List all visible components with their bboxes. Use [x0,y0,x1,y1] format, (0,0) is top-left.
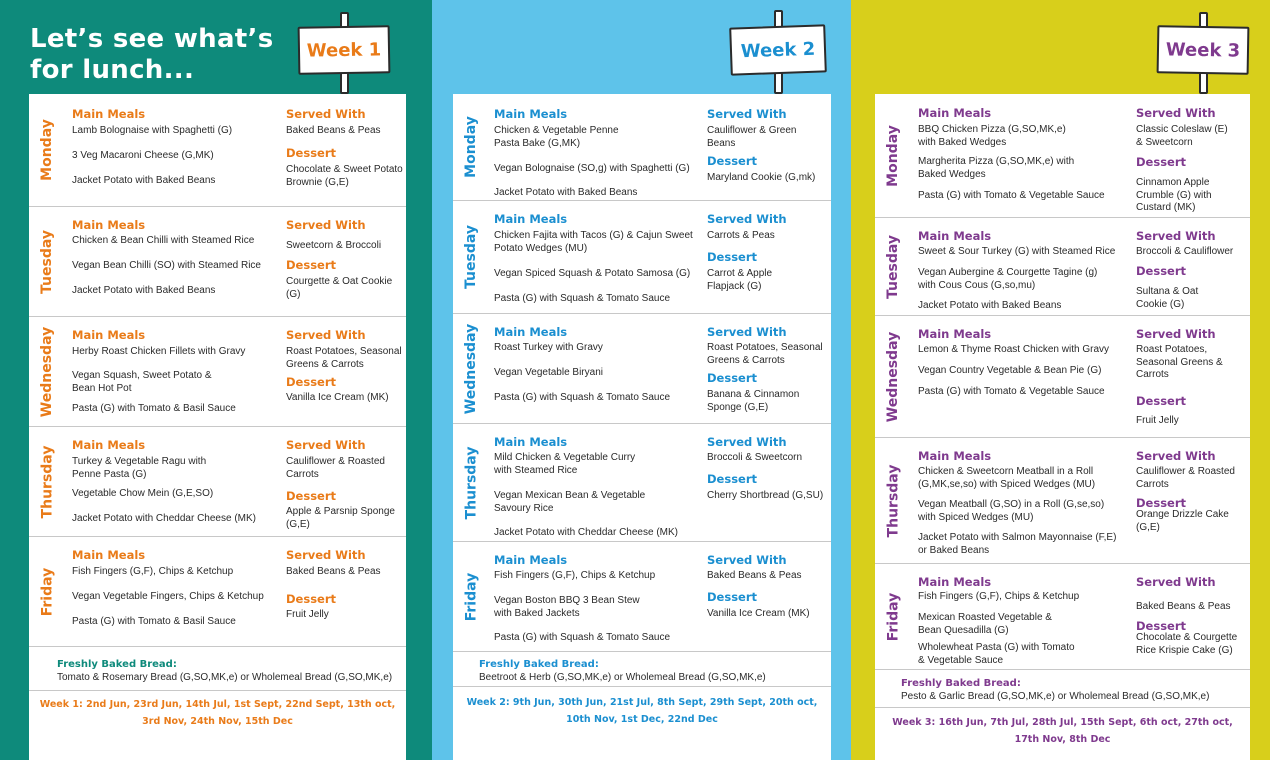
dessert-text: Carrot & Apple Flapjack (G) [707,268,773,292]
meal-item: Vegan Mexican Bean & Vegetable Savoury Rice [494,490,646,514]
meal-item: Vegetable Chow Mein (G,E,SO) [72,488,214,499]
week-1-dates [39,696,396,730]
meal-item: Jacket Potato with Cheddar Cheese (MK) [494,527,678,538]
served-with-heading: Served With [286,328,366,342]
main-meals-heading: Main Meals [72,107,146,121]
bread-heading: Freshly Baked Bread: [479,659,599,670]
meal-item: Chicken Fajita with Tacos (G) & Cajun Sweet Potato Wedges (MU) [494,230,693,254]
day-name: Thursday [463,446,480,519]
dessert-text: Apple & Parsnip Sponge (G,E) [286,506,395,530]
week-2-monday [453,94,831,201]
served-with-heading: Served With [707,107,787,121]
main-meals-heading: Main Meals [72,218,146,232]
divider [875,707,1250,708]
week-3-tuesday [875,218,1250,316]
meal-item: Lamb Bolognaise with Spaghetti (G) [72,125,233,136]
week-3-wednesday [875,316,1250,438]
meal-item: Jacket Potato with Cheddar Cheese (MK) [72,513,256,524]
meal-item: Herby Roast Chicken Fillets with Gravy [72,346,246,357]
meal-item: Pasta (G) with Tomato & Vegetable Sauce [918,190,1105,201]
week-1-friday [29,537,406,647]
main-meals-heading: Main Meals [72,328,146,342]
main-meals-heading: Main Meals [918,575,992,589]
week-1-sign [298,12,390,94]
served-with-text: Cauliflower & Green Beans [707,125,797,149]
day-name: Wednesday [463,323,480,414]
dates-line: Week 2: 9th Jun, 30th Jun, 21st Jul, 8th Sept, 29th Sept, 20th oct, [466,697,818,708]
served-with-heading: Served With [707,325,787,339]
served-with-heading: Served With [286,548,366,562]
meal-item: Jacket Potato with Baked Beans [918,300,1062,311]
bread-text: Pesto & Garlic Bread (G,SO,MK,e) or Wholemeal Bread (G,SO,MK,e) [901,691,1210,702]
week-3-panel [851,0,1270,760]
main-meals-heading: Main Meals [494,212,568,226]
week-3-title: Week 3 [1157,25,1250,75]
page-headline [30,24,300,86]
week-1-tuesday [29,207,406,317]
meal-item: Mexican Roasted Vegetable & Bean Quesadilla (G) [918,612,1052,636]
week-1-wednesday [29,317,406,427]
week-1-title: Week 1 [298,25,391,75]
meal-item: Pasta (G) with Tomato & Basil Sauce [72,616,236,627]
meal-item: Sweet & Sour Turkey (G) with Steamed Rice [918,246,1116,257]
dessert-heading: Dessert [286,146,337,160]
divider [453,686,831,687]
meal-item: Vegan Boston BBQ 3 Bean Stew with Baked Jackets [494,595,640,619]
main-meals-heading: Main Meals [72,438,146,452]
dessert-heading: Dessert [286,258,337,272]
served-with-text: Roast Potatoes, Seasonal Greens & Carrots [707,342,823,366]
dessert-heading: Dessert [707,250,758,264]
dessert-text: Orange Drizzle Cake (G,E) [1136,509,1229,533]
served-with-text: Cauliflower & Roasted Carrots [1136,466,1235,490]
dessert-heading: Dessert [286,592,337,606]
day-name: Friday [885,592,902,641]
meal-item: Mild Chicken & Vegetable Curry with Steamed Rice [494,452,636,476]
dessert-heading: Dessert [286,489,337,503]
served-with-text: Baked Beans & Peas [707,570,802,581]
meal-item: Vegan Spiced Squash & Potato Samosa (G) [494,268,691,279]
week-2-menu-card [453,94,831,760]
served-with-heading: Served With [707,212,787,226]
main-meals-heading: Main Meals [72,548,146,562]
dessert-text: Cinnamon Apple Crumble (G) with Custard (MK) [1136,177,1212,213]
dessert-heading: Dessert [707,472,758,486]
served-with-heading: Served With [286,438,366,452]
day-name: Monday [885,124,901,187]
served-with-text: Roast Potatoes, Seasonal Greens & Carrots [1136,344,1223,380]
served-with-text: Baked Beans & Peas [1136,601,1231,612]
headline-line-2: for lunch... [30,55,195,85]
day-name: Friday [463,572,480,621]
main-meals-heading: Main Meals [494,107,568,121]
meal-item: Pasta (G) with Tomato & Vegetable Sauce [918,386,1105,397]
main-meals-heading: Main Meals [494,325,568,339]
dessert-heading: Dessert [707,154,758,168]
week-2-friday [453,542,831,652]
meal-item: Vegan Country Vegetable & Bean Pie (G) [918,365,1102,376]
meal-item: 3 Veg Macaroni Cheese (G,MK) [72,150,214,161]
served-with-heading: Served With [286,218,366,232]
dessert-heading: Dessert [286,375,337,389]
meal-item: Wholewheat Pasta (G) with Tomato & Vegetable Sauce [918,642,1075,666]
meal-item: Pasta (G) with Squash & Tomato Sauce [494,632,671,643]
day-name: Friday [39,567,56,616]
dessert-text: Chocolate & Sweet Potato Brownie (G,E) [286,164,403,188]
meal-item: Jacket Potato with Baked Beans [72,175,216,186]
week-3-dates [885,714,1240,748]
dessert-text: Fruit Jelly [286,609,329,620]
served-with-heading: Served With [286,107,366,121]
served-with-text: Broccoli & Sweetcorn [707,452,803,463]
day-name: Monday [39,119,55,181]
meal-item: Fish Fingers (G,F), Chips & Ketchup [918,591,1080,602]
main-meals-heading: Main Meals [918,449,992,463]
meal-item: Pasta (G) with Tomato & Basil Sauce [72,403,236,414]
week-1-panel [0,0,432,760]
served-with-text: Baked Beans & Peas [286,566,381,577]
week-2-thursday [453,424,831,542]
meal-item: Vegan Bean Chilli (SO) with Steamed Rice [72,260,261,271]
meal-item: Vegan Meatball (G,SO) in a Roll (G,se,so) with Spiced Wedges (MU) [918,499,1105,523]
week-2-tuesday [453,201,831,314]
dessert-heading: Dessert [707,590,758,604]
dessert-text: Vanilla Ice Cream (MK) [286,392,389,403]
served-with-heading: Served With [1136,229,1216,243]
week-3-menu-card [875,94,1250,760]
day-name: Thursday [39,445,56,518]
dessert-heading: Dessert [707,371,758,385]
meal-item: Margherita Pizza (G,SO,MK,e) with Baked Wedges [918,156,1075,180]
meal-item: Jacket Potato with Baked Beans [72,285,216,296]
meal-item: Chicken & Sweetcorn Meatball in a Roll (G,MK,se,so) with Spiced Wedges (MU) [918,466,1096,490]
dessert-text: Fruit Jelly [1136,415,1179,426]
served-with-text: Baked Beans & Peas [286,125,381,136]
day-name: Thursday [885,464,902,537]
headline-line-1: Let’s see what’s [30,24,274,54]
dessert-text: Maryland Cookie (G,mk) [707,172,816,183]
meal-item: Jacket Potato with Salmon Mayonnaise (F,E) or Baked Beans [918,532,1117,556]
dates-line: 3rd Nov, 24th Nov, 15th Dec [142,716,293,727]
meal-item: Lemon & Thyme Roast Chicken with Gravy [918,344,1110,355]
day-name: Wednesday [885,331,902,422]
dessert-heading: Dessert [1136,155,1187,169]
week-1-monday [29,94,406,207]
meal-item: Vegan Squash, Sweet Potato & Bean Hot Pot [72,370,212,394]
meal-item: Chicken & Bean Chilli with Steamed Rice [72,235,255,246]
main-meals-heading: Main Meals [918,106,992,120]
served-with-text: Carrots & Peas [707,230,775,241]
week-3-monday [875,94,1250,218]
served-with-heading: Served With [707,435,787,449]
dates-line: Week 3: 16th Jun, 7th Jul, 28th Jul, 15th Sept, 6th oct, 27th oct, [892,717,1233,728]
bread-text: Tomato & Rosemary Bread (G,SO,MK,e) or Wholemeal Bread (G,SO,MK,e) [57,672,393,683]
served-with-heading: Served With [1136,327,1216,341]
meal-item: Turkey & Vegetable Ragu with Penne Pasta (G) [72,456,207,480]
served-with-heading: Served With [1136,449,1216,463]
dessert-heading: Dessert [1136,619,1187,633]
divider [29,690,406,691]
meal-item: Vegan Vegetable Biryani [494,367,603,378]
day-name: Tuesday [39,229,56,294]
week-2-sign [730,10,826,94]
meal-item: Fish Fingers (G,F), Chips & Ketchup [494,570,656,581]
week-2-wednesday [453,314,831,424]
week-3-friday [875,564,1250,670]
dates-line: 10th Nov, 1st Dec, 22nd Dec [566,714,718,725]
week-2-dates [463,694,821,728]
bread-heading: Freshly Baked Bread: [901,678,1021,689]
day-name: Tuesday [463,225,480,289]
main-meals-heading: Main Meals [918,229,992,243]
served-with-text: Cauliflower & Roasted Carrots [286,456,385,480]
week-1-thursday [29,427,406,537]
week-2-title: Week 2 [729,24,827,75]
served-with-heading: Served With [707,553,787,567]
week-3-sign [1157,12,1249,94]
served-with-text: Sweetcorn & Broccoli [286,240,382,251]
served-with-text: Roast Potatoes, Seasonal Greens & Carrots [286,346,402,370]
meal-item: BBQ Chicken Pizza (G,SO,MK,e) with Baked Wedges [918,124,1066,148]
week-1-menu-card [29,94,406,760]
meal-item: Fish Fingers (G,F), Chips & Ketchup [72,566,234,577]
main-meals-heading: Main Meals [918,327,992,341]
dessert-text: Courgette & Oat Cookie (G) [286,276,393,300]
bread-text: Beetroot & Herb (G,SO,MK,e) or Wholemeal Bread (G,SO,MK,e) [479,672,766,683]
served-with-text: Broccoli & Cauliflower [1136,246,1234,257]
main-meals-heading: Main Meals [494,435,568,449]
dessert-text: Chocolate & Courgette Rice Krispie Cake (G) [1136,632,1238,656]
dessert-text: Cherry Shortbread (G,SU) [707,490,824,501]
bread-heading: Freshly Baked Bread: [57,659,177,670]
meal-item: Pasta (G) with Squash & Tomato Sauce [494,392,671,403]
week-3-thursday [875,438,1250,564]
day-name: Tuesday [885,234,902,299]
meal-item: Pasta (G) with Squash & Tomato Sauce [494,293,671,304]
meal-item: Roast Turkey with Gravy [494,342,603,353]
dessert-heading: Dessert [1136,496,1187,510]
served-with-text: Classic Coleslaw (E) & Sweetcorn [1136,124,1228,148]
meal-item: Vegan Vegetable Fingers, Chips & Ketchup [72,591,264,602]
dessert-text: Vanilla Ice Cream (MK) [707,608,810,619]
dessert-heading: Dessert [1136,264,1187,278]
dessert-text: Sultana & Oat Cookie (G) [1136,286,1199,310]
meal-item: Vegan Aubergine & Courgette Tagine (g) with Cous Cous (G,so,mu) [918,267,1098,291]
dessert-text: Banana & Cinnamon Sponge (G,E) [707,389,800,413]
dates-line: 17th Nov, 8th Dec [1014,734,1111,745]
day-name: Monday [463,116,479,178]
main-meals-heading: Main Meals [494,553,568,567]
day-name: Wednesday [39,326,56,417]
served-with-heading: Served With [1136,106,1216,120]
meal-item: Chicken & Vegetable Penne Pasta Bake (G,MK) [494,125,619,149]
meal-item: Jacket Potato with Baked Beans [494,187,638,198]
dessert-heading: Dessert [1136,394,1187,408]
meal-item: Vegan Bolognaise (SO,g) with Spaghetti (G) [494,163,690,174]
served-with-heading: Served With [1136,575,1216,589]
week-2-panel [432,0,851,760]
dates-line: Week 1: 2nd Jun, 23rd Jun, 14th Jul, 1st Sept, 22nd Sept, 13th oct, [39,699,396,710]
